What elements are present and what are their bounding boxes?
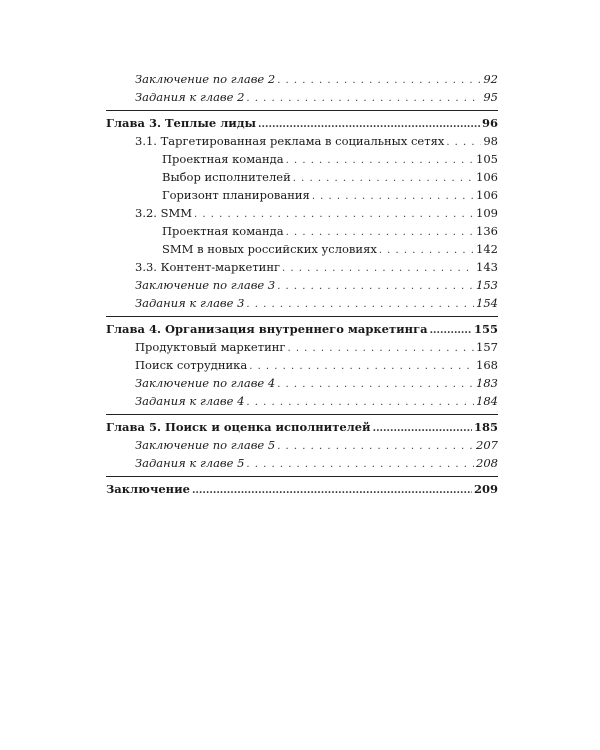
toc-entry-title: 3.2. SMM	[135, 206, 193, 220]
toc-entry-title: Продуктовый маркетинг	[135, 340, 286, 354]
toc-entry	[106, 186, 498, 204]
toc-page-number: 95	[483, 90, 498, 104]
dot-leader	[277, 72, 481, 90]
toc-page-number: 106	[476, 170, 498, 184]
dot-leader	[192, 482, 472, 500]
toc-page-number: 207	[476, 438, 498, 452]
table-of-contents	[106, 70, 498, 498]
dot-leader	[293, 170, 474, 188]
toc-entry-title: Горизонт планирования	[162, 188, 310, 202]
toc-entry-title: Проектная команда	[162, 152, 284, 166]
toc-entry	[106, 222, 498, 240]
dot-leader	[246, 394, 474, 412]
toc-page-number: 209	[473, 482, 498, 496]
toc-entry-title: 3.3. Контент-маркетинг	[135, 260, 281, 274]
toc-page-number: 105	[476, 152, 498, 166]
dot-leader	[373, 420, 472, 438]
toc-entry	[106, 294, 498, 312]
dot-leader	[246, 456, 474, 474]
toc-page-number: 109	[476, 206, 498, 220]
toc-entry-title: Заключение по главе 4	[135, 376, 276, 390]
toc-chapter-entry	[106, 476, 498, 498]
toc-page-number: 155	[473, 322, 498, 336]
toc-page-number: 96	[481, 116, 498, 130]
toc-page-number: 153	[476, 278, 498, 292]
toc-entry-title: Проектная команда	[162, 224, 284, 238]
toc-entry	[106, 276, 498, 294]
dot-leader	[312, 188, 474, 206]
toc-entry	[106, 258, 498, 276]
toc-entry-title: SMM в новых российских условиях	[162, 242, 377, 256]
toc-entry	[106, 338, 498, 356]
toc-entry	[106, 356, 498, 374]
dot-leader	[277, 438, 474, 456]
toc-entry-title: Заключение по главе 5	[135, 438, 276, 452]
dot-leader	[246, 296, 474, 314]
toc-entry-title: Задания к главе 3	[135, 296, 245, 310]
toc-page-number: 136	[476, 224, 498, 238]
toc-entry	[106, 132, 498, 150]
toc-entry-title: Поиск сотрудника	[135, 358, 248, 372]
dot-leader	[277, 278, 474, 296]
toc-entry	[106, 70, 498, 88]
toc-entry	[106, 374, 498, 392]
toc-chapter-entry	[106, 316, 498, 338]
toc-page-number: 143	[476, 260, 498, 274]
toc-page-number: 106	[476, 188, 498, 202]
dot-leader	[246, 90, 481, 108]
dot-leader	[287, 340, 474, 358]
toc-page-number: 142	[476, 242, 498, 256]
dot-leader	[379, 242, 474, 260]
toc-entry-title: 3.1. Таргетированная реклама в социальных сетях	[135, 134, 445, 148]
toc-entry-title: Задания к главе 5	[135, 456, 245, 470]
toc-entry-title: Глава 5. Поиск и оценка исполнителей	[106, 420, 371, 434]
toc-page-number: 98	[483, 134, 498, 148]
toc-page-number: 157	[476, 340, 498, 354]
toc-entry	[106, 436, 498, 454]
toc-page-number: 185	[473, 420, 498, 434]
toc-entry	[106, 88, 498, 106]
toc-page-number: 183	[476, 376, 498, 390]
toc-entry-title: Заключение	[106, 482, 190, 496]
dot-leader	[430, 322, 472, 340]
toc-page-number: 154	[476, 296, 498, 310]
toc-entry	[106, 150, 498, 168]
toc-page-number: 208	[476, 456, 498, 470]
toc-page-number: 168	[476, 358, 498, 372]
toc-page-number: 92	[483, 72, 498, 86]
toc-chapter-entry	[106, 414, 498, 436]
dot-leader	[249, 358, 474, 376]
toc-entry-title: Заключение по главе 2	[135, 72, 276, 86]
toc-chapter-entry	[106, 110, 498, 132]
toc-entry-title: Заключение по главе 3	[135, 278, 276, 292]
toc-entry-title: Глава 4. Организация внутреннего маркетинга	[106, 322, 428, 336]
dot-leader	[277, 376, 474, 394]
toc-page-number: 184	[476, 394, 498, 408]
toc-entry-title: Задания к главе 4	[135, 394, 245, 408]
toc-entry	[106, 392, 498, 410]
toc-entry-title: Выбор исполнителей	[162, 170, 291, 184]
toc-entry	[106, 240, 498, 258]
toc-entry	[106, 454, 498, 472]
toc-entry	[106, 168, 498, 186]
toc-entry-title: Задания к главе 2	[135, 90, 245, 104]
dot-leader	[282, 260, 474, 278]
toc-entry	[106, 204, 498, 222]
dot-leader	[286, 152, 474, 170]
toc-entry-title: Глава 3. Теплые лиды	[106, 116, 257, 130]
